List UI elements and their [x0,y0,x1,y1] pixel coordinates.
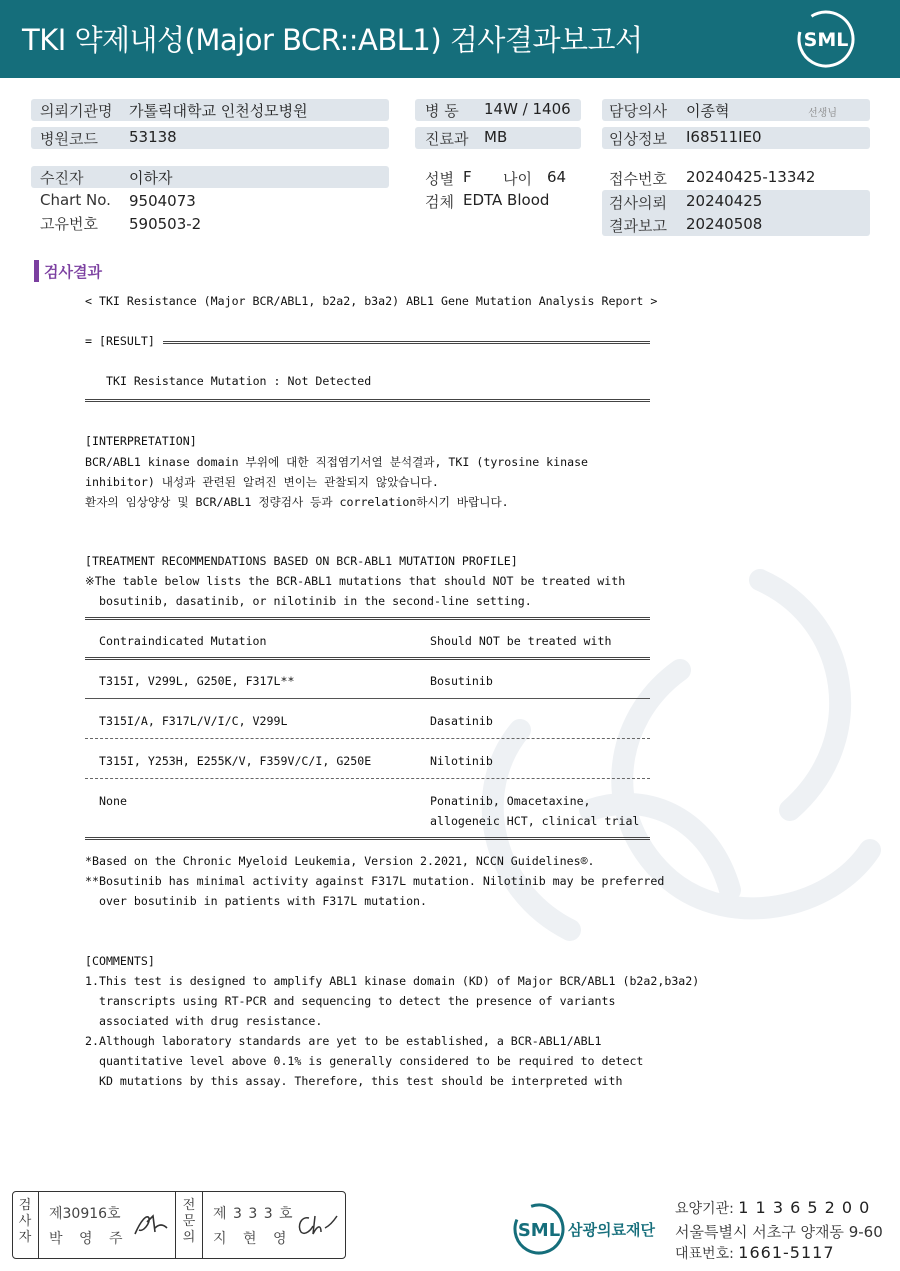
table-row-drug: Dasatinib [430,714,493,728]
divider [85,837,650,840]
doctor-value: 이종혁 [686,102,730,120]
result-label: = [RESULT] [85,334,162,348]
divider [85,738,650,739]
ward-value: 14W / 1406 [484,100,571,118]
signature-box [12,1191,346,1259]
divider [85,617,650,620]
treatment-title: [TREATMENT RECOMMENDATIONS BASED ON BCR-ABL1 MUTATION PROFILE] [85,554,518,568]
age-value: 64 [547,168,567,186]
table-row-drug: Nilotinib [430,754,493,768]
comment-2b: quantitative level above 0.1% is generally considered to be required to detect [85,1054,644,1068]
dept-value: MB [484,128,508,146]
comment-1c: associated with drug resistance. [85,1014,323,1028]
comment-1a: 1.This test is designed to amplify ABL1 kinase domain (KD) of Major BCR/ABL1 (b2a2,b3a2) [85,974,700,988]
footer-logo-text: SML [517,1220,561,1241]
watermark-icon [430,560,900,980]
examiner-signature-icon [133,1210,169,1240]
specialist-signature-icon [295,1212,339,1240]
receipt-label: 접수번호 [609,170,667,188]
specimen-value: EDTA Blood [463,191,550,209]
divider [85,399,650,402]
clinical-label: 임상정보 [609,130,667,148]
table-row-drug-continued: allogeneic HCT, clinical trial [430,814,640,828]
section-marker [34,260,39,282]
address: 서울특별시 서초구 양재동 9-60 [675,1223,883,1241]
divider [85,778,650,779]
table-row-drug: Bosutinib [430,674,493,688]
phone-label: 대표번호: [675,1246,734,1262]
footnote-3: over bosutinib in patients with F317L mutation. [85,894,428,908]
sml-logo-icon [791,10,861,68]
unique-value: 590503-2 [129,215,202,233]
doctor-label: 담당의사 [609,102,667,120]
request-value: 20240425 [686,192,763,210]
organization-name: 삼광의료재단 [568,1221,655,1239]
result-line: TKI Resistance Mutation : Not Detected [106,374,372,388]
chart-value: 9504073 [129,192,196,210]
sex-label: 성별 [425,170,454,188]
agency-value: 1 1 3 6 5 2 0 0 [738,1198,871,1217]
chart-label: Chart No. [40,191,111,209]
comment-2a: 2.Although laboratory standards are yet to be established, a BCR-ABL1/ABL1 [85,1034,602,1048]
footnote-1: *Based on the Chronic Myeloid Leukemia, Version 2.2021, NCCN Guidelines®. [85,854,595,868]
footnote-2: **Bosutinib has minimal activity against F317L mutation. Nilotinib may be preferred [85,874,665,888]
specialist-number: 제 3 3 3 호 [213,1206,294,1222]
table-row-drug: Ponatinib, Omacetaxine, [430,794,591,808]
treatment-text-2: bosutinib, dasatinib, or nilotinib in the second-line setting. [85,594,532,608]
clinical-value: I68511IE0 [686,128,762,146]
section-title: 검사결과 [44,263,102,281]
receipt-value: 20240425-13342 [686,168,816,186]
interpretation-text-3: 환자의 임상양상 및 BCR/ABL1 정량검사 등과 correlation하시기 바랍니다. [85,495,509,509]
signature-cell [175,1192,203,1258]
report-date-value: 20240508 [686,215,763,233]
specialist-name: 지 현 영 [213,1231,293,1247]
comment-2c: KD mutations by this assay. Therefore, this test should be interpreted with [85,1074,623,1088]
comments-title: [COMMENTS] [85,954,155,968]
specimen-label: 검체 [425,193,454,211]
unique-label: 고유번호 [40,215,98,233]
hospital-value: 가톨릭대학교 인천성모병원 [129,102,308,120]
treatment-text-1: ※The table below lists the BCR-ABL1 mutations that should NOT be treated with [85,574,626,588]
signature-cell [13,1192,39,1258]
table-row-mutation: T315I, V299L, G250E, F317L** [99,674,295,688]
code-value: 53138 [129,128,177,146]
request-label: 검사의뢰 [609,194,667,212]
phone [675,1243,835,1263]
report-date-label: 결과보고 [609,217,667,235]
ward-label: 병 동 [425,102,459,120]
interpretation-text-1: BCR/ABL1 kinase domain 부위에 대한 직접염기서열 분석결과, TKI (tyrosine kinase [85,455,589,469]
examiner-vertical-label: 검사자 [18,1198,32,1245]
divider [163,341,650,344]
agency-code [675,1198,870,1218]
report-title: TKI 약제내성(Major BCR::ABL1) 검사결과보고서 [22,23,643,57]
table-head-drug: Should NOT be treated with [430,634,612,648]
age-label: 나이 [503,170,532,188]
hospital-label: 의뢰기관명 [40,102,113,120]
patient-row-bg [31,166,389,188]
phone-value: 1661-5117 [738,1243,835,1262]
table-head-mutation: Contraindicated Mutation [99,634,267,648]
table-row-mutation: T315I/A, F317L/V/I/C, V299L [99,714,288,728]
sex-value: F [463,168,472,186]
interpretation-text-2: inhibitor) 내성과 관련된 알려진 변이는 관찰되지 않았습니다. [85,475,439,489]
examiner-number: 제30916호 [49,1206,121,1222]
patient-value: 이하자 [129,169,173,187]
comment-1b: transcripts using RT-PCR and sequencing to detect the presence of variants [85,994,616,1008]
specialist-vertical-label: 전문의 [182,1198,196,1245]
agency-label: 요양기관: [675,1201,734,1217]
interpretation-title: [INTERPRETATION] [85,434,197,448]
dept-label: 진료과 [425,130,469,148]
patient-label: 수진자 [40,169,84,187]
doctor-note: 선생님 [808,108,837,119]
table-row-mutation: T315I, Y253H, E255K/V, F359V/C/I, G250E [99,754,372,768]
code-label: 병원코드 [40,130,98,148]
logo-text: SML [803,29,849,51]
divider [85,698,650,699]
divider [85,657,650,660]
report-heading: < TKI Resistance (Major BCR/ABL1, b2a2, b3a2) ABL1 Gene Mutation Analysis Report > [85,294,658,308]
report-header [0,0,900,78]
table-row-mutation: None [99,794,127,808]
examiner-name: 박 영 주 [49,1231,129,1247]
